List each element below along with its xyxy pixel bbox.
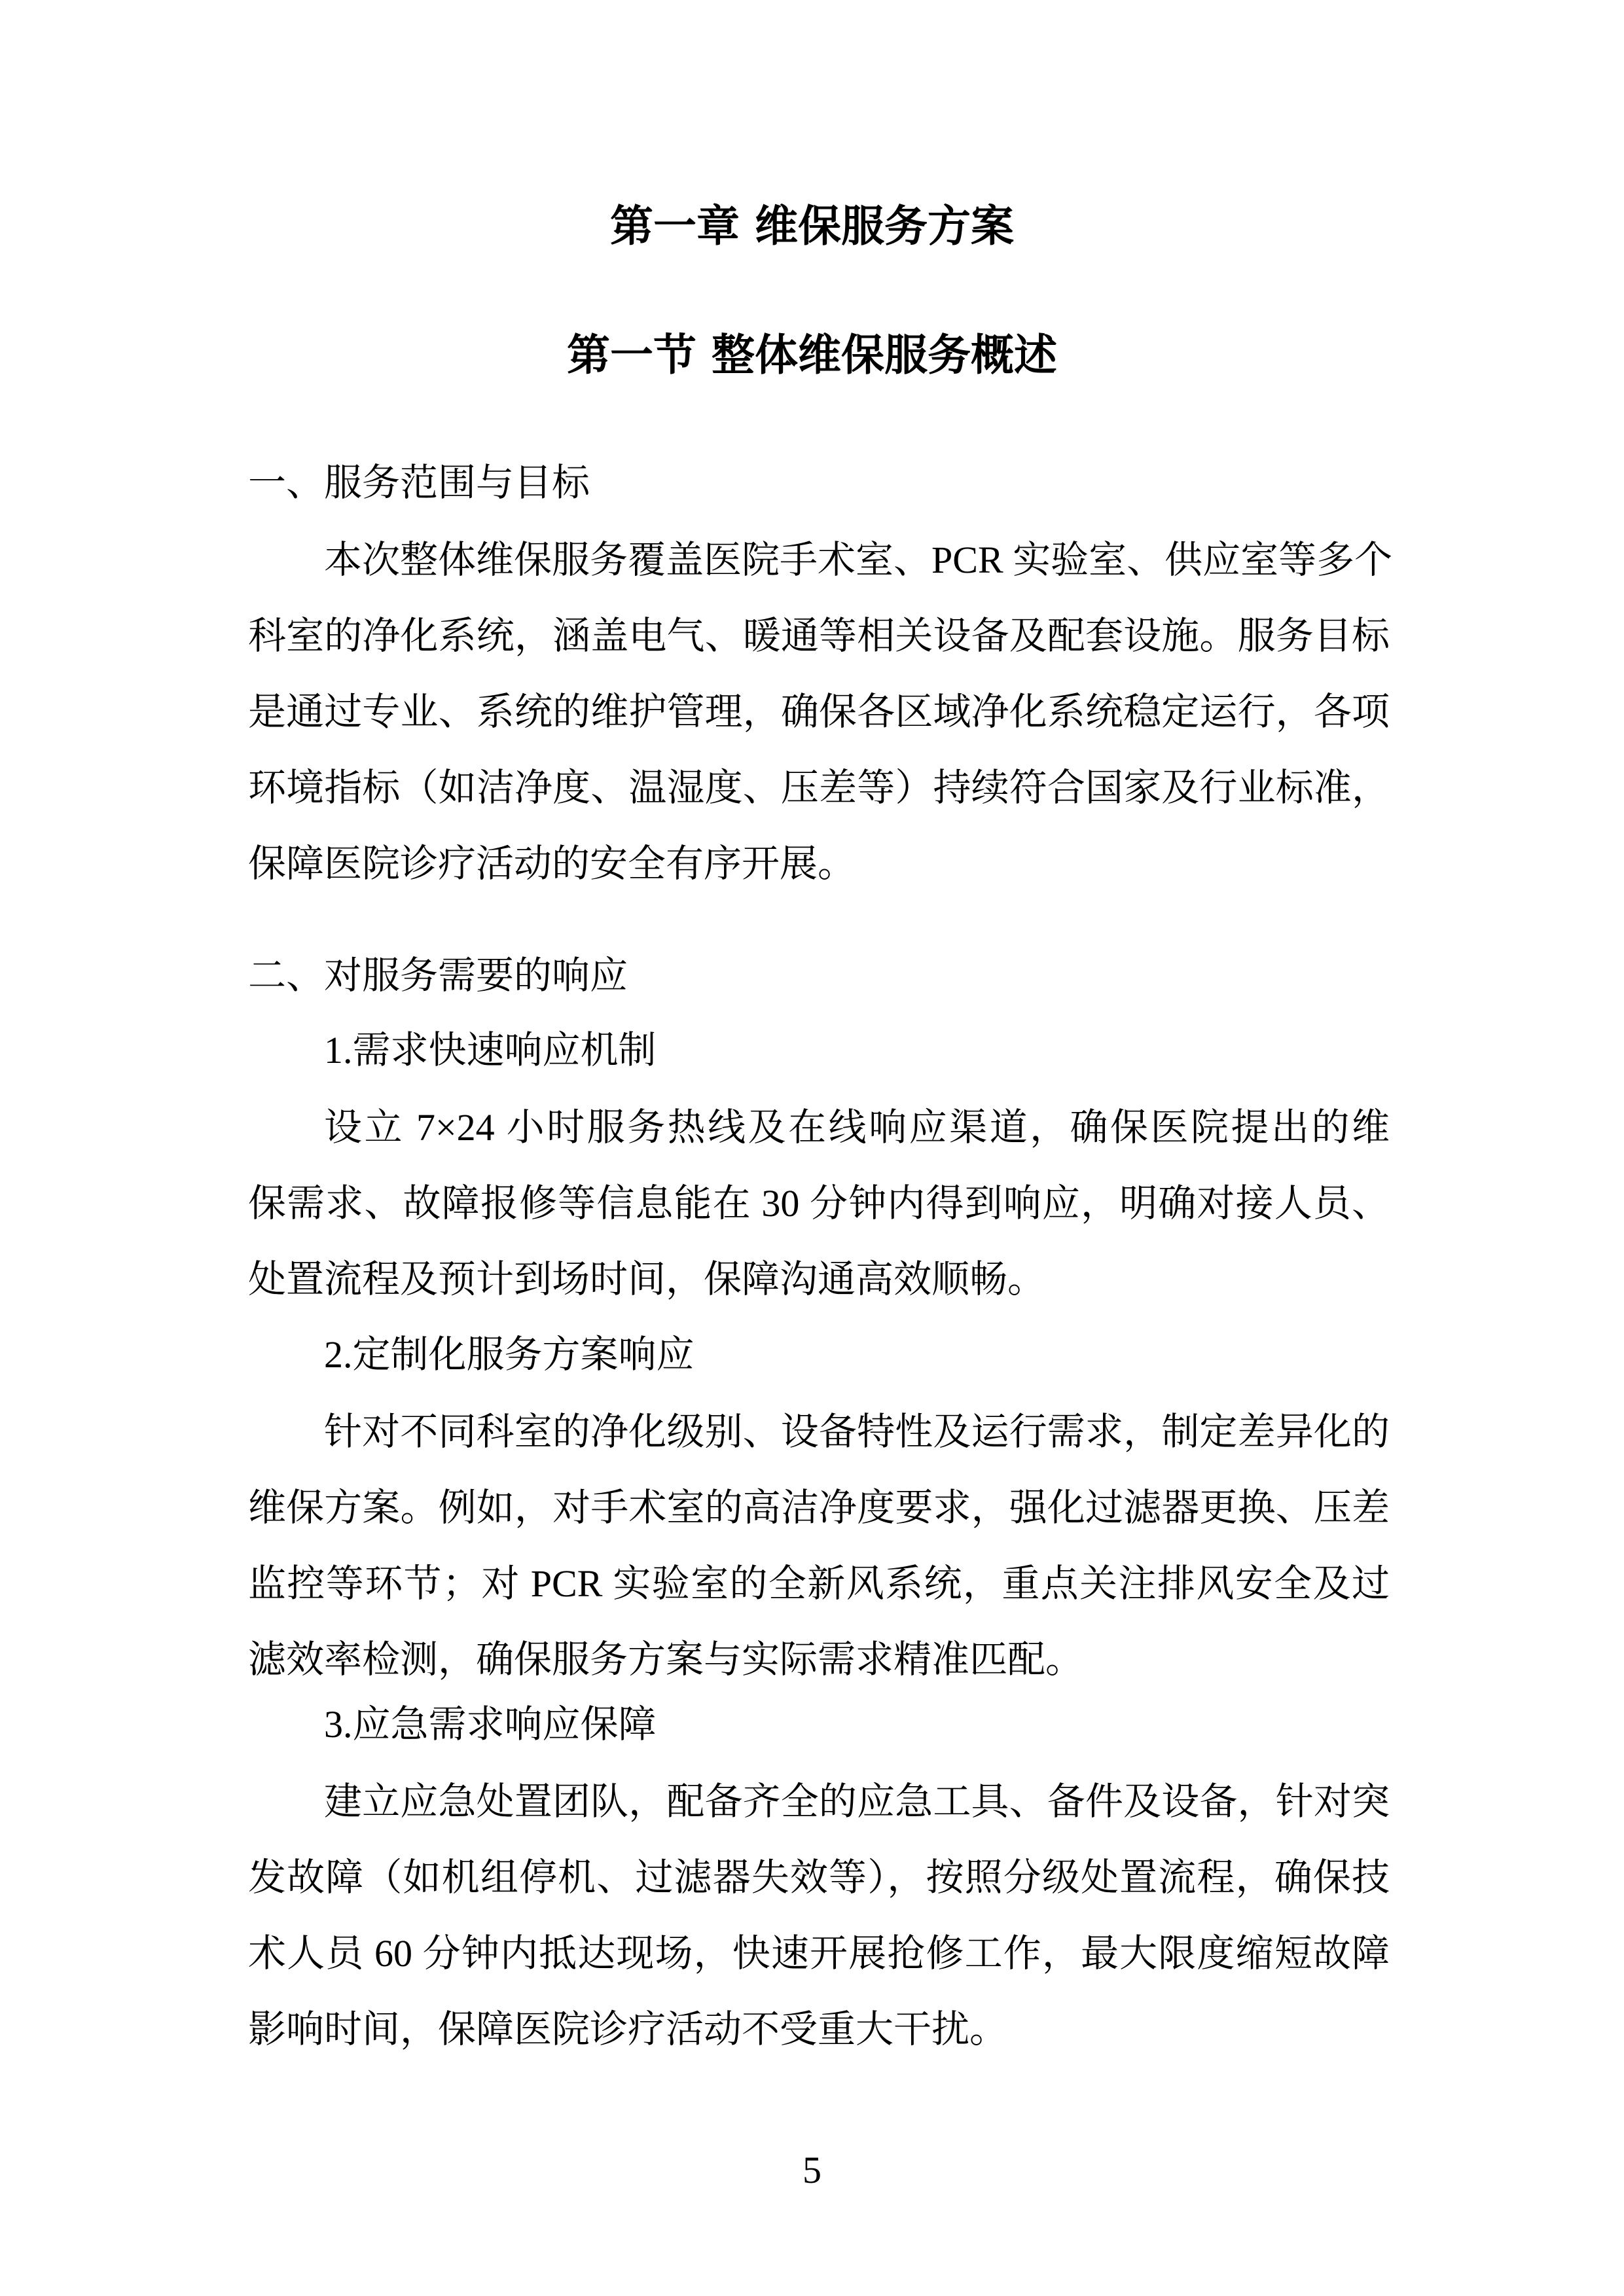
paragraph-line: 保障医院诊疗活动的安全有序开展。	[248, 842, 856, 885]
paragraph-line: 本次整体维保服务覆盖医院手术室、PCR 实验室、供应室等多个	[324, 539, 1393, 581]
heading-service-response: 二、对服务需要的响应	[248, 954, 628, 997]
paragraph-line: 处置流程及预计到场时间，保障沟通高效顺畅。	[248, 1258, 1046, 1300]
paragraph-line: 监控等环节；对 PCR 实验室的全新风系统，重点关注排风安全及过	[248, 1562, 1390, 1605]
paragraph-line: 保需求、故障报修等信息能在 30 分钟内得到响应，明确对接人员、	[248, 1182, 1390, 1225]
paragraph-service-scope	[248, 522, 1393, 902]
paragraph-custom-plan	[248, 1394, 1390, 1698]
paragraph-line: 设立 7×24 小时服务热线及在线响应渠道，确保医院提出的维	[324, 1106, 1390, 1149]
paragraph-line: 术人员 60 分钟内抵达现场，快速开展抢修工作，最大限度缩短故障	[248, 1932, 1390, 1975]
subheading-emergency: 3.应急需求响应保障	[324, 1703, 657, 1746]
paragraph-line: 环境指标（如洁净度、温湿度、压差等）持续符合国家及行业标准，	[248, 766, 1390, 809]
paragraph-line: 科室的净化系统，涵盖电气、暖通等相关设备及配套设施。服务目标	[248, 615, 1390, 657]
heading-service-scope: 一、服务范围与目标	[248, 461, 590, 504]
paragraph-line: 影响时间，保障医院诊疗活动不受重大干扰。	[248, 2008, 1008, 2051]
paragraph-line: 滤效率检测，确保服务方案与实际需求精准匹配。	[248, 1638, 1084, 1681]
paragraph-line: 针对不同科室的净化级别、设备特性及运行需求，制定差异化的	[324, 1410, 1390, 1453]
paragraph-line: 建立应急处置团队，配备齐全的应急工具、备件及设备，针对突	[324, 1780, 1390, 1823]
paragraph-quick-response	[248, 1090, 1390, 1318]
subheading-quick-response: 1.需求快速响应机制	[324, 1029, 657, 1071]
section-title: 第一节 整体维保服务概述	[567, 330, 1057, 380]
paragraph-emergency	[248, 1764, 1390, 2068]
chapter-title: 第一章 维保服务方案	[610, 201, 1014, 251]
subheading-custom-plan: 2.定制化服务方案响应	[324, 1333, 695, 1376]
paragraph-line: 发故障（如机组停机、过滤器失效等），按照分级处置流程，确保技	[248, 1856, 1390, 1899]
paragraph-line: 维保方案。例如，对手术室的高洁净度要求，强化过滤器更换、压差	[248, 1486, 1390, 1529]
paragraph-line: 是通过专业、系统的维护管理，确保各区域净化系统稳定运行，各项	[248, 691, 1390, 733]
page-number: 5	[803, 2149, 821, 2191]
